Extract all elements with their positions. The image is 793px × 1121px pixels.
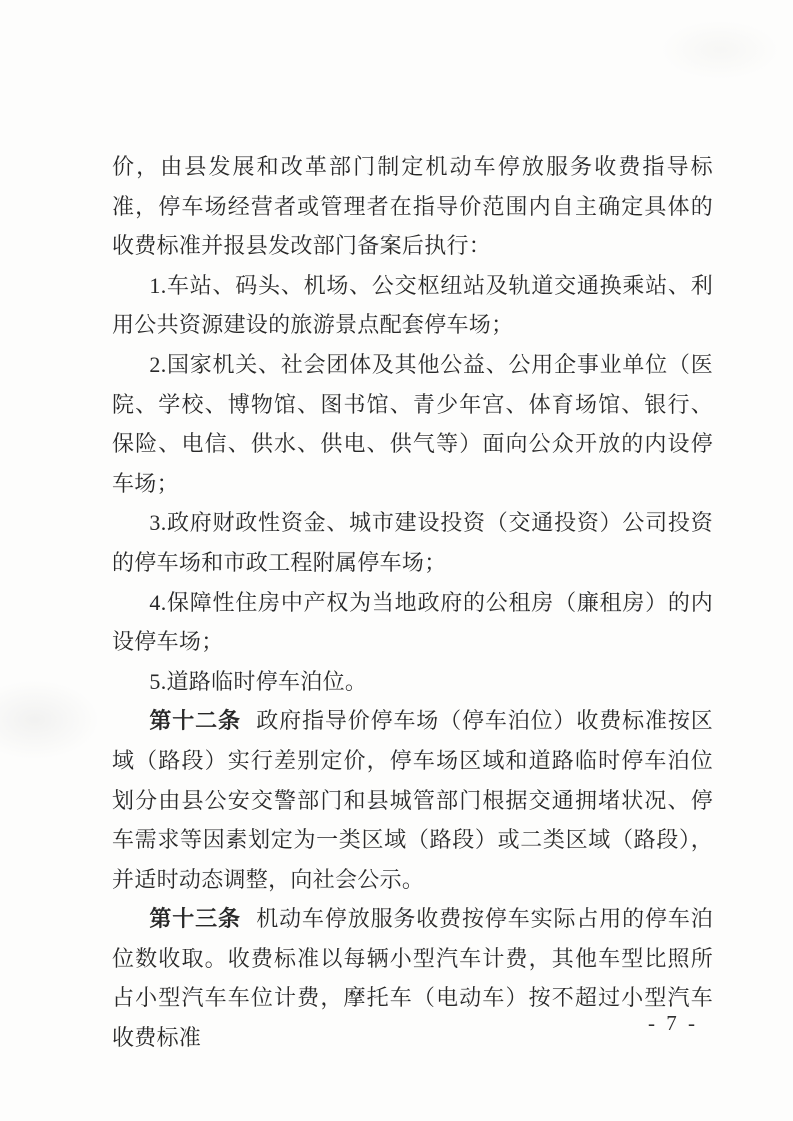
document-text-block <box>112 147 713 1058</box>
scan-artifact <box>660 20 780 80</box>
page-number: - 7 - <box>648 1011 698 1035</box>
article-12 <box>112 701 713 899</box>
article-13-body: 机动车停放服务收费按停车实际占用的停车泊位数收取。收费标准以每辆小型汽车计费，其他车型比照所占小型汽车车位计费，摩托车（电动车）按不超过小型汽车收费标准 <box>112 906 713 1051</box>
list-item-2: 2.国家机关、社会团体及其他公益、公用企事业单位（医院、学校、博物馆、图书馆、青少年宫、体育场馆、银行、保险、电信、供水、供电、供气等）面向公众开放的内设停车场； <box>112 351 713 496</box>
list-item-3: 3.政府财政性资金、城市建设投资（交通投资）公司投资的停车场和市政工程附属停车场； <box>112 510 713 575</box>
list-item-5: 5.道路临时停车泊位。 <box>149 668 368 694</box>
list-item-1: 1.车站、码头、机场、公交枢纽站及轨道交通换乘站、利用公共资源建设的旅游景点配套停车场； <box>112 272 713 338</box>
scan-artifact <box>0 680 100 760</box>
article-12-label: 第十二条 <box>149 708 241 734</box>
article-13-label: 第十三条 <box>149 906 241 932</box>
article-13 <box>112 899 713 1057</box>
paragraph-intro-continuation: 价，由县发展和改革部门制定机动车停放服务收费指导标准，停车场经营者或管理者在指导价范围内自主确定具体的收费标准并报县发改部门备案后执行： <box>112 154 713 259</box>
list-item-4: 4.保障性住房中产权为当地政府的公租房（廉租房）的内设停车场； <box>112 589 713 655</box>
article-12-body: 政府指导价停车场（停车泊位）收费标准按区域（路段）实行差别定价，停车场区域和道路临时停车泊位划分由县公安交警部门和县城管部门根据交通拥堵状况、停车需求等因素划定为一类区域（路段）或二类区域（路段），并适时动态调整，向社会公示。 <box>112 708 713 892</box>
